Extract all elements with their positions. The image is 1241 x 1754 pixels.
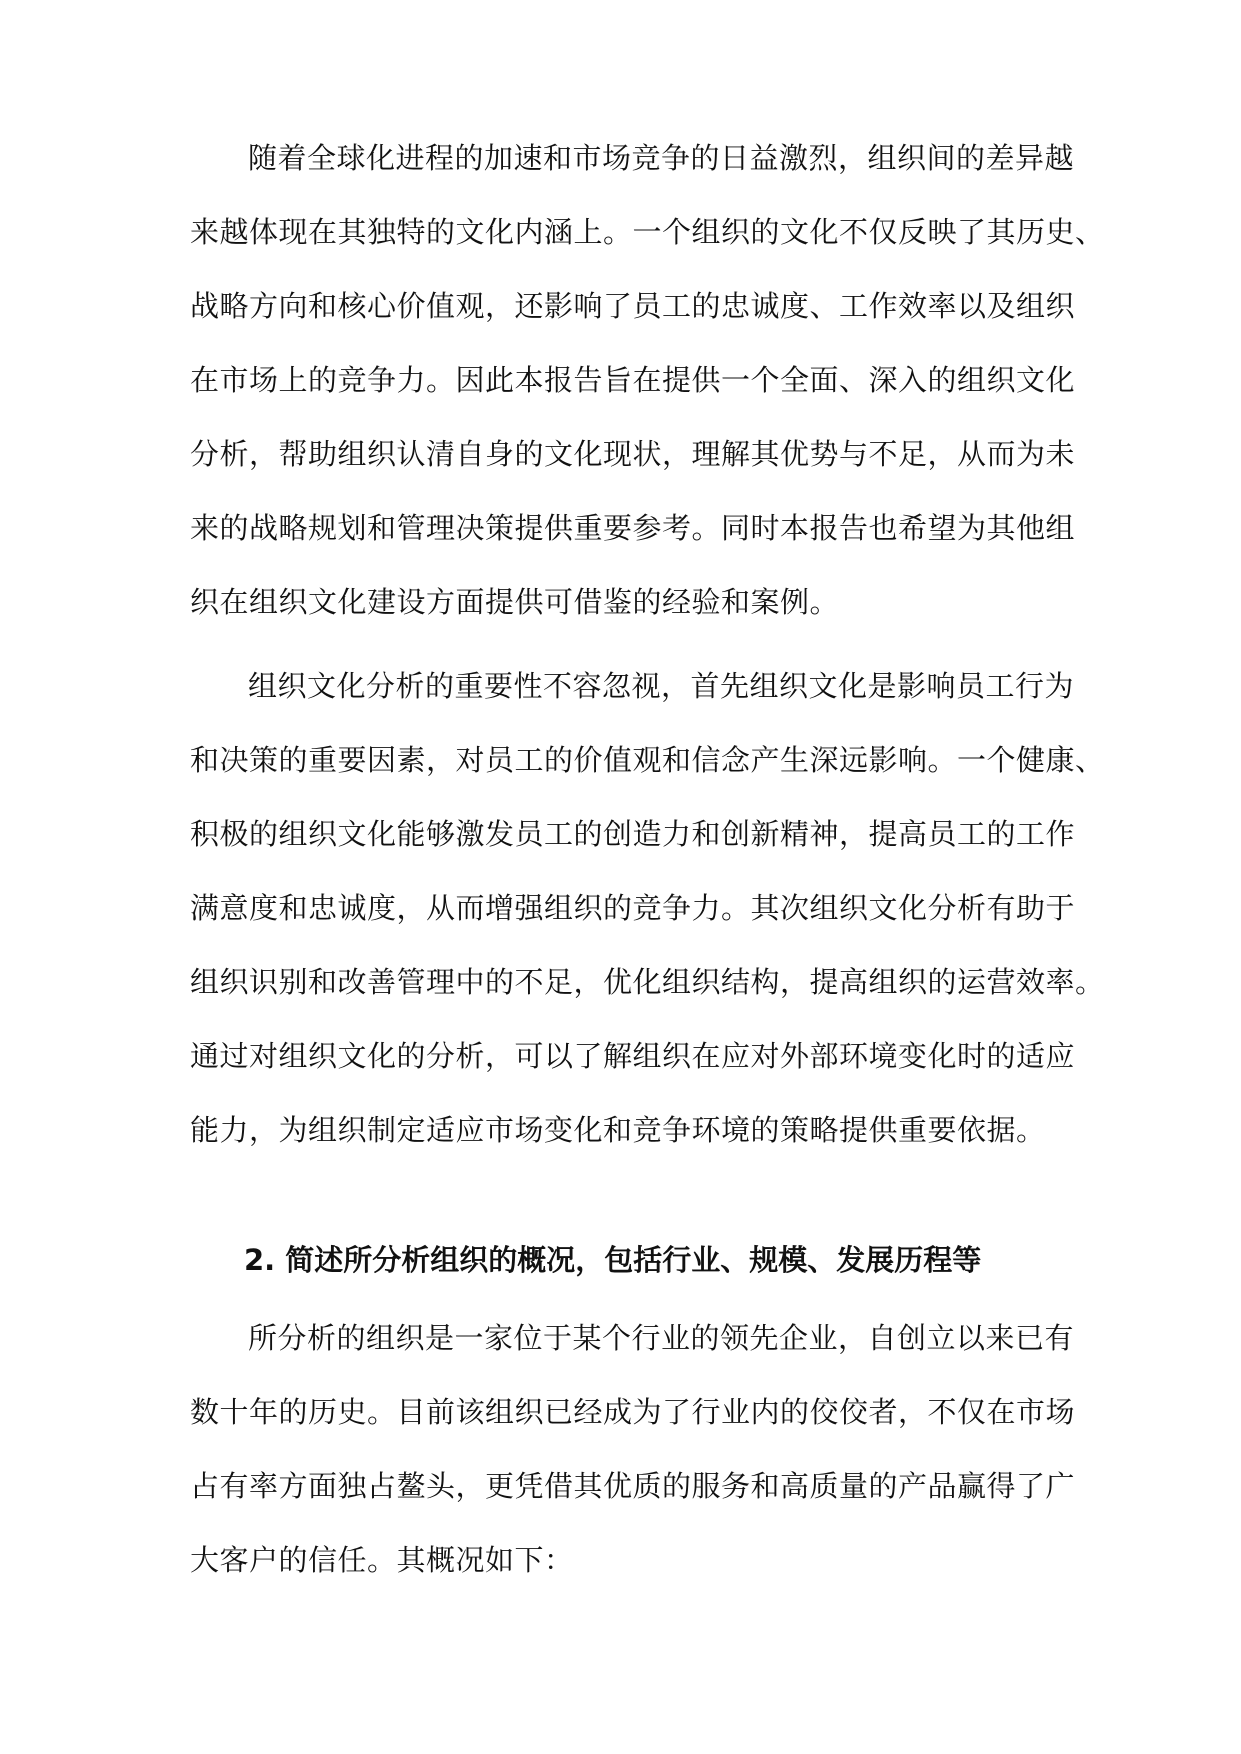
paragraph-line: 组织识别和改善管理中的不足，优化组织结构，提高组织的运营效率。 [190, 965, 1105, 999]
paragraph-line: 通过对组织文化的分析，可以了解组织在应对外部环境变化时的适应 [190, 1039, 1076, 1073]
paragraph-line: 占有率方面独占鳌头，更凭借其优质的服务和高质量的产品赢得了广 [190, 1469, 1076, 1503]
paragraph-line: 来的战略规划和管理决策提供重要参考。同时本报告也希望为其他组 [190, 511, 1076, 545]
paragraph-line: 随着全球化进程的加速和市场竞争的日益激烈，组织间的差异越 [248, 141, 1075, 175]
paragraph-line: 战略方向和核心价值观，还影响了员工的忠诚度、工作效率以及组织 [190, 289, 1076, 323]
paragraph-line: 所分析的组织是一家位于某个行业的领先企业，自创立以来已有 [248, 1321, 1075, 1355]
paragraph-line: 来越体现在其独特的文化内涵上。一个组织的文化不仅反映了其历史、 [190, 215, 1105, 249]
paragraph-line: 织在组织文化建设方面提供可借鉴的经验和案例。 [190, 585, 840, 619]
paragraph-line: 积极的组织文化能够激发员工的创造力和创新精神，提高员工的工作 [190, 817, 1076, 851]
paragraph-line: 在市场上的竞争力。因此本报告旨在提供一个全面、深入的组织文化 [190, 363, 1076, 397]
paragraph-line: 能力，为组织制定适应市场变化和竞争环境的策略提供重要依据。 [190, 1113, 1046, 1147]
paragraph-line: 满意度和忠诚度，从而增强组织的竞争力。其次组织文化分析有助于 [190, 891, 1076, 925]
paragraph-line: 组织文化分析的重要性不容忽视，首先组织文化是影响员工行为 [248, 669, 1075, 703]
paragraph-line: 大客户的信任。其概况如下： [190, 1543, 574, 1577]
paragraph-line: 分析，帮助组织认清自身的文化现状，理解其优势与不足，从而为未 [190, 437, 1076, 471]
paragraph-line: 和决策的重要因素，对员工的价值观和信念产生深远影响。一个健康、 [190, 743, 1105, 777]
paragraph-line: 数十年的历史。目前该组织已经成为了行业内的佼佼者，不仅在市场 [190, 1395, 1076, 1429]
section-heading: 2. 简述所分析组织的概况，包括行业、规模、发展历程等 [244, 1243, 982, 1277]
